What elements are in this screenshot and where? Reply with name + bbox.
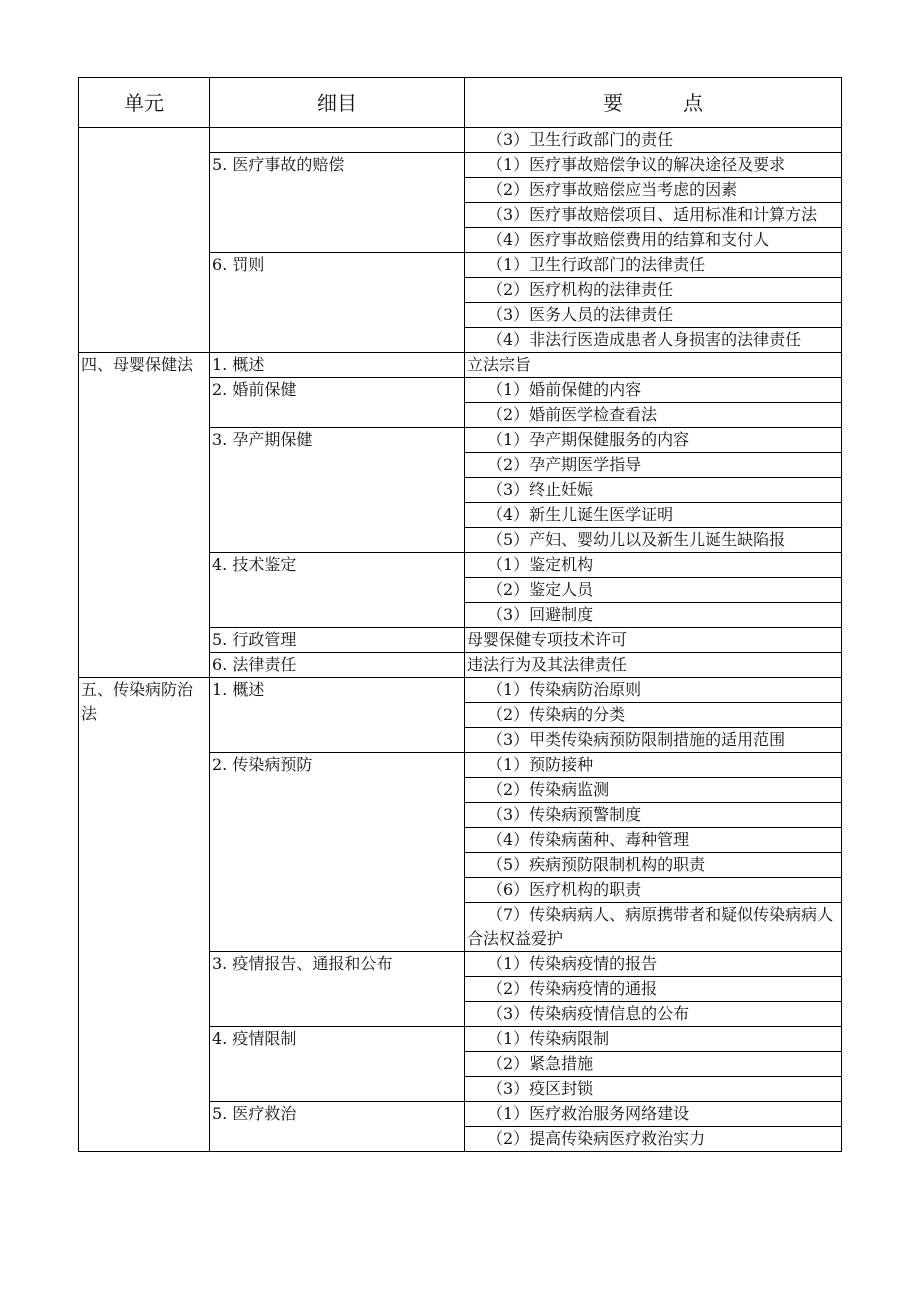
item-cell: 1. 概述 [210, 353, 465, 378]
point-cell: （1）传染病限制 [465, 1027, 842, 1052]
item-cell: 6. 法律责任 [210, 653, 465, 678]
point-cell: （3）回避制度 [465, 603, 842, 628]
point-cell: （1）医疗救治服务网络建设 [465, 1102, 842, 1127]
point-cell: （3）医务人员的法律责任 [465, 303, 842, 328]
point-cell: （3）传染病预警制度 [465, 803, 842, 828]
header-item: 细目 [210, 78, 465, 128]
point-cell: （2）传染病的分类 [465, 703, 842, 728]
item-cell: 5. 医疗救治 [210, 1102, 465, 1152]
item-cell: 2. 传染病预防 [210, 753, 465, 952]
point-cell: （5）产妇、婴幼儿以及新生儿诞生缺陷报 [465, 528, 842, 553]
point-cell: （5）疾病预防限制机构的职责 [465, 853, 842, 878]
unit-cell: 五、传染病防治法 [79, 678, 210, 1152]
point-cell: 违法行为及其法律责任 [465, 653, 842, 678]
point-cell: （1）预防接种 [465, 753, 842, 778]
point-cell: （3）卫生行政部门的责任 [465, 128, 842, 153]
syllabus-table [78, 77, 842, 1152]
item-cell: 1. 概述 [210, 678, 465, 753]
point-cell: （1）鉴定机构 [465, 553, 842, 578]
point-cell: （4）医疗事故赔偿费用的结算和支付人 [465, 228, 842, 253]
item-cell: 4. 技术鉴定 [210, 553, 465, 628]
unit-cell: 四、母婴保健法 [79, 353, 210, 678]
point-cell: （2）婚前医学检查看法 [465, 403, 842, 428]
point-cell: （3）终止妊娠 [465, 478, 842, 503]
item-cell: 5. 医疗事故的赔偿 [210, 153, 465, 253]
point-cell: （2）医疗机构的法律责任 [465, 278, 842, 303]
point-cell: （1）婚前保健的内容 [465, 378, 842, 403]
item-cell: 4. 疫情限制 [210, 1027, 465, 1102]
point-cell: （6）医疗机构的职责 [465, 878, 842, 903]
point-cell: （3）传染病疫情信息的公布 [465, 1002, 842, 1027]
table-row [79, 353, 842, 378]
header-row [79, 78, 842, 128]
point-cell: （1）传染病疫情的报告 [465, 952, 842, 977]
item-cell: 5. 行政管理 [210, 628, 465, 653]
point-cell: （2）孕产期医学指导 [465, 453, 842, 478]
table-row [79, 678, 842, 703]
item-cell: 2. 婚前保健 [210, 378, 465, 428]
point-cell: 立法宗旨 [465, 353, 842, 378]
point-cell: （4）传染病菌种、毒种管理 [465, 828, 842, 853]
table-row [79, 128, 842, 153]
point-cell: （3）疫区封锁 [465, 1077, 842, 1102]
point-cell: （2）医疗事故赔偿应当考虑的因素 [465, 178, 842, 203]
point-cell: （1）孕产期保健服务的内容 [465, 428, 842, 453]
table-body [79, 128, 842, 1152]
item-cell [210, 128, 465, 153]
header-unit: 单元 [79, 78, 210, 128]
point-cell: （7）传染病病人、病原携带者和疑似传染病病人合法权益爱护 [465, 903, 842, 952]
point-cell: （3）甲类传染病预防限制措施的适用范围 [465, 728, 842, 753]
point-cell: （4）新生儿诞生医学证明 [465, 503, 842, 528]
point-cell: （4）非法行医造成患者人身损害的法律责任 [465, 328, 842, 353]
item-cell: 3. 孕产期保健 [210, 428, 465, 553]
point-cell: （2）紧急措施 [465, 1052, 842, 1077]
point-cell: 母婴保健专项技术许可 [465, 628, 842, 653]
item-cell: 6. 罚则 [210, 253, 465, 353]
header-points: 要 点 [465, 78, 842, 128]
point-cell: （2）提高传染病医疗救治实力 [465, 1127, 842, 1152]
point-cell: （2）鉴定人员 [465, 578, 842, 603]
point-cell: （1）医疗事故赔偿争议的解决途径及要求 [465, 153, 842, 178]
point-cell: （1）卫生行政部门的法律责任 [465, 253, 842, 278]
point-cell: （1）传染病防治原则 [465, 678, 842, 703]
point-cell: （3）医疗事故赔偿项目、适用标准和计算方法 [465, 203, 842, 228]
unit-cell [79, 128, 210, 353]
point-cell: （2）传染病疫情的通报 [465, 977, 842, 1002]
item-cell: 3. 疫情报告、通报和公布 [210, 952, 465, 1027]
point-cell: （2）传染病监测 [465, 778, 842, 803]
